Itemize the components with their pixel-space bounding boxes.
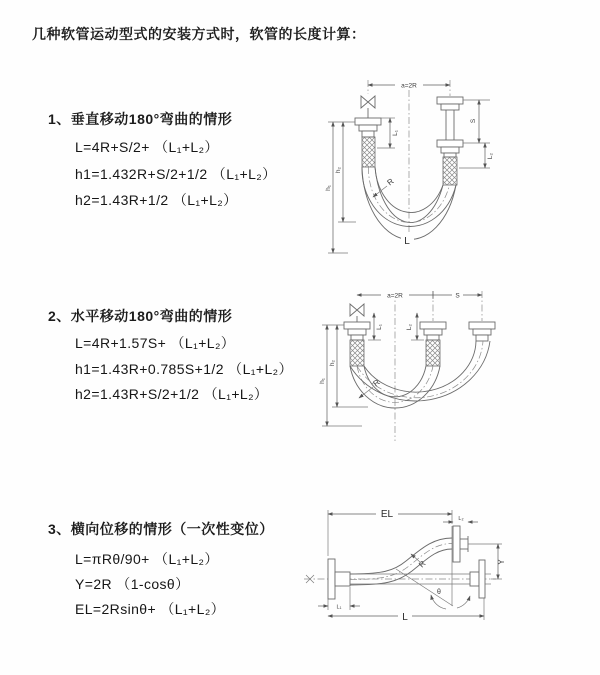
dimension-label-h1: h₁: [319, 378, 326, 384]
dimension-label-s: S: [470, 118, 477, 124]
dimension-label-a2r: a=2R: [387, 292, 403, 300]
right-flange-fitting: [437, 97, 463, 185]
angle-label: θ: [437, 589, 441, 596]
section-2-heading: 2、水平移动180°弯曲的情形: [48, 308, 233, 324]
length-label: L: [402, 612, 408, 623]
diagram-horizontal-180-bend: [310, 283, 600, 455]
dimension-label-h1: h₁: [325, 185, 332, 191]
hose-u-curves: [350, 341, 490, 408]
page-title: 几种软管运动型式的安装方式时，软管的长度计算：: [32, 26, 366, 42]
dimension-label-el: EL: [380, 509, 394, 520]
valve-icon: [361, 96, 375, 118]
dimension-label-h2: h₂: [329, 359, 336, 367]
braided-hose-section: [350, 340, 364, 366]
angle-arc: [457, 596, 470, 608]
braided-hose-section: [426, 340, 440, 366]
dimension-label-l1: L₁: [392, 130, 399, 136]
section-3-formula-EL: EL=2Rsinθ+ （L₁+L₂）: [75, 601, 226, 617]
dimension-label-s: S: [455, 292, 460, 300]
radius-label: R: [417, 559, 428, 570]
section-3-formula-Y: Y=2R （1-cosθ）: [75, 576, 190, 592]
section-1-heading: 1、垂直移动180°弯曲的情形: [48, 111, 233, 127]
section-2-formula-h1: h1=1.43R+0.785S+1/2 （L₁+L₂）: [75, 361, 293, 377]
dimension-label-y: Y: [497, 559, 506, 565]
angle-arc: [431, 595, 446, 609]
diagram-vertical-180-bend: [302, 70, 594, 262]
radius-label: R: [385, 176, 396, 188]
dimension-label-l2: L₂: [458, 516, 464, 522]
braided-hose-section: [362, 137, 375, 167]
braided-hose-section: [443, 157, 457, 185]
dimension-label-l2: L₂: [487, 152, 494, 160]
section-3-heading: 3、横向位移的情形（一次性变位）: [48, 521, 274, 537]
valve-icon: [350, 304, 364, 322]
dimension-label-l2: L₂: [406, 323, 413, 331]
left-flange-fitting: [355, 118, 381, 167]
construction-line: [396, 569, 453, 606]
section-1-formula-h1: h1=1.432R+S/2+1/2 （L₁+L₂）: [75, 166, 277, 182]
dimension-label-l1: L₁: [336, 604, 342, 611]
diagram-lateral-displacement: [300, 502, 512, 634]
left-flange-fitting: [328, 559, 350, 599]
upper-right-flange-fitting: [453, 526, 468, 562]
left-flange-fitting: [344, 322, 370, 366]
radius-label: R: [371, 377, 382, 389]
section-2-formula-h2: h2=1.43R+S/2+1/2 （L₁+L₂）: [75, 386, 269, 402]
section-3-formula-L: L=πRθ/90+ （L₁+L₂）: [75, 551, 219, 567]
hose-s-curve: [350, 538, 452, 585]
right-flange-fitting: [469, 322, 495, 341]
section-1-formula-h2: h2=1.43R+1/2 （L₁+L₂）: [75, 192, 238, 208]
length-label: L: [404, 236, 410, 247]
dimension-label-a2r: a=2R: [401, 82, 417, 90]
dimension-label-h2: h₂: [335, 166, 342, 174]
section-1-formula-L: L=4R+S/2+ （L₁+L₂）: [75, 139, 219, 155]
middle-flange-fitting: [420, 322, 446, 366]
section-2-formula-L: L=4R+1.57S+ （L₁+L₂）: [75, 335, 236, 351]
dimension-label-l1: L₁: [376, 324, 383, 330]
